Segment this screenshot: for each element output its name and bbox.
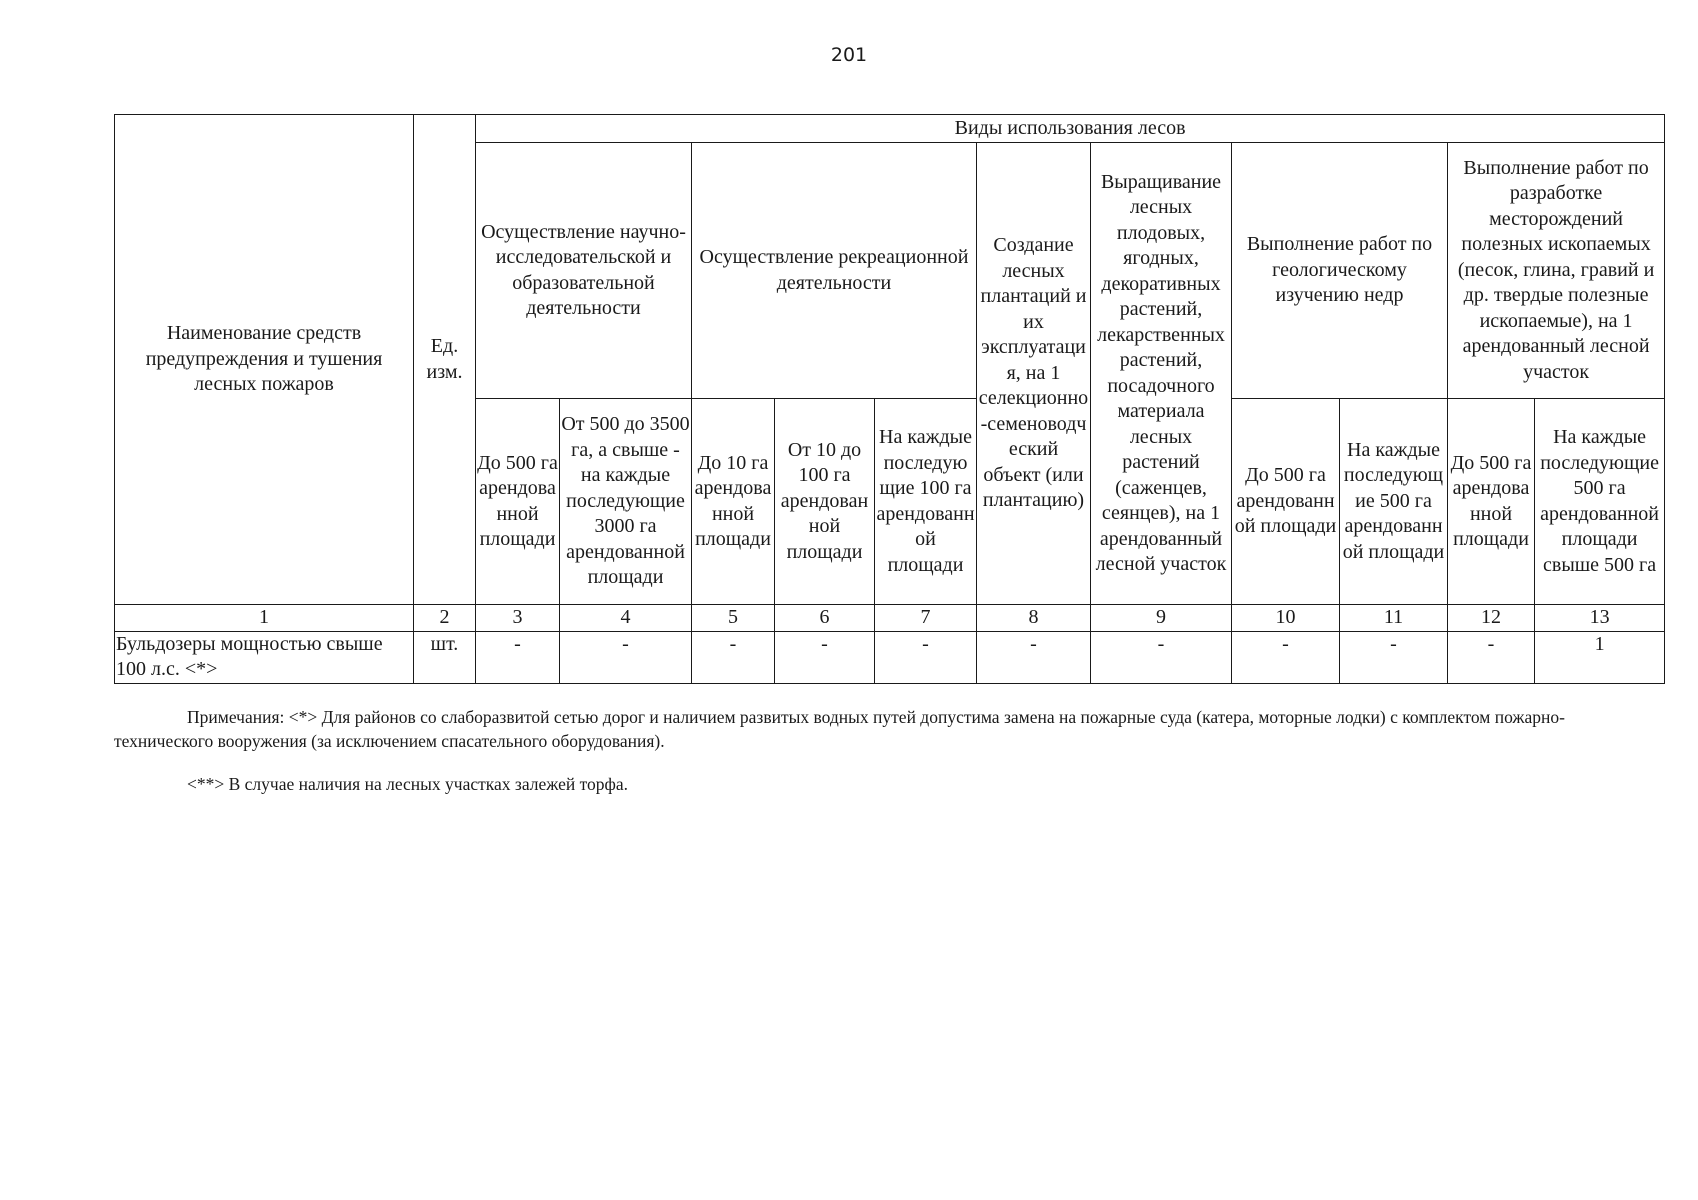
header-sub-col-10: До 500 га арендованной площади (1232, 399, 1340, 605)
note-bulldozer-replacement: Примечания: <*> Для районов со слаборазвитой сетью дорог и наличием развитых водных путей допустима замена на пожарные суда (катера, моторные лодки) с комплектом пожарно-технического вооружения (за исключением спасательного оборудования). (114, 707, 1565, 751)
value-cell-col-8: - (977, 631, 1091, 683)
header-group-plantations: Создание лесных плантаций и их эксплуатация, на 1 селекционно-семеноводческий объект (или плантацию) (977, 143, 1091, 605)
notes-section (114, 705, 1664, 796)
column-numbers-row (115, 605, 1665, 632)
value-cell-col-3: - (476, 631, 560, 683)
header-sub-col-7: На каждые последующие 100 га арендованной площади (875, 399, 977, 605)
column-number: 6 (775, 605, 875, 632)
column-number: 9 (1091, 605, 1232, 632)
value-cell-col-9: - (1091, 631, 1232, 683)
column-number: 8 (977, 605, 1091, 632)
value-cell-col-13: 1 (1535, 631, 1665, 683)
page-number: 201 (830, 44, 868, 66)
header-sub-col-3: До 500 га арендованной площади (476, 399, 560, 605)
header-unit-column: Ед. изм. (414, 115, 476, 605)
value-cell-col-11: - (1340, 631, 1448, 683)
column-number: 7 (875, 605, 977, 632)
column-number: 11 (1340, 605, 1448, 632)
header-sub-col-12: До 500 га арендованной площади (1448, 399, 1535, 605)
column-number: 2 (414, 605, 476, 632)
header-sub-col-5: До 10 га арендованной площади (692, 399, 775, 605)
value-cell-col-6: - (775, 631, 875, 683)
header-group-mining: Выполнение работ по разработке месторождений полезных ископаемых (песок, глина, гравий и др. твердые полезные ископаемые), на 1 арендованный лесной участок (1448, 143, 1665, 399)
column-number: 1 (115, 605, 414, 632)
header-group-geology: Выполнение работ по геологическому изучению недр (1232, 143, 1448, 399)
header-sub-col-13: На каждые последующие 500 га арендованной площади свыше 500 га (1535, 399, 1665, 605)
value-cell-col-5: - (692, 631, 775, 683)
value-cell-col-10: - (1232, 631, 1340, 683)
header-sub-col-11: На каждые последующие 500 га арендованной площади (1340, 399, 1448, 605)
forest-fire-equipment-table (114, 114, 1665, 684)
value-cell-col-7: - (875, 631, 977, 683)
column-number: 5 (692, 605, 775, 632)
column-number: 3 (476, 605, 560, 632)
column-number: 10 (1232, 605, 1340, 632)
note-peat-deposits: <**> В случае наличия на лесных участках залежей торфа. (187, 774, 629, 794)
header-sub-col-4: От 500 до 3500 га, а свыше - на каждые последующие 3000 га арендованной площади (560, 399, 692, 605)
header-group-cultivation: Выращивание лесных плодовых, ягодных, декоративных растений, лекарственных растений, посадочного материала лесных растений (саженцев, сеянцев), на 1 арендованный лесной участок (1091, 143, 1232, 605)
table-row (115, 631, 1665, 683)
value-cell-col-4: - (560, 631, 692, 683)
value-cell-col-12: - (1448, 631, 1535, 683)
column-number: 4 (560, 605, 692, 632)
unit-cell: шт. (414, 631, 476, 683)
header-group-recreation: Осуществление рекреационной деятельности (692, 143, 977, 399)
column-number: 13 (1535, 605, 1665, 632)
header-group-research: Осуществление научно-исследовательской и образовательной деятельности (476, 143, 692, 399)
header-sub-col-6: От 10 до 100 га арендованной площади (775, 399, 875, 605)
column-number: 12 (1448, 605, 1535, 632)
header-name-column: Наименование средств предупреждения и тушения лесных пожаров (115, 115, 414, 605)
equipment-name-cell: Бульдозеры мощностью свыше 100 л.с. <*> (115, 631, 414, 683)
header-forest-use-types: Виды использования лесов (476, 115, 1665, 143)
